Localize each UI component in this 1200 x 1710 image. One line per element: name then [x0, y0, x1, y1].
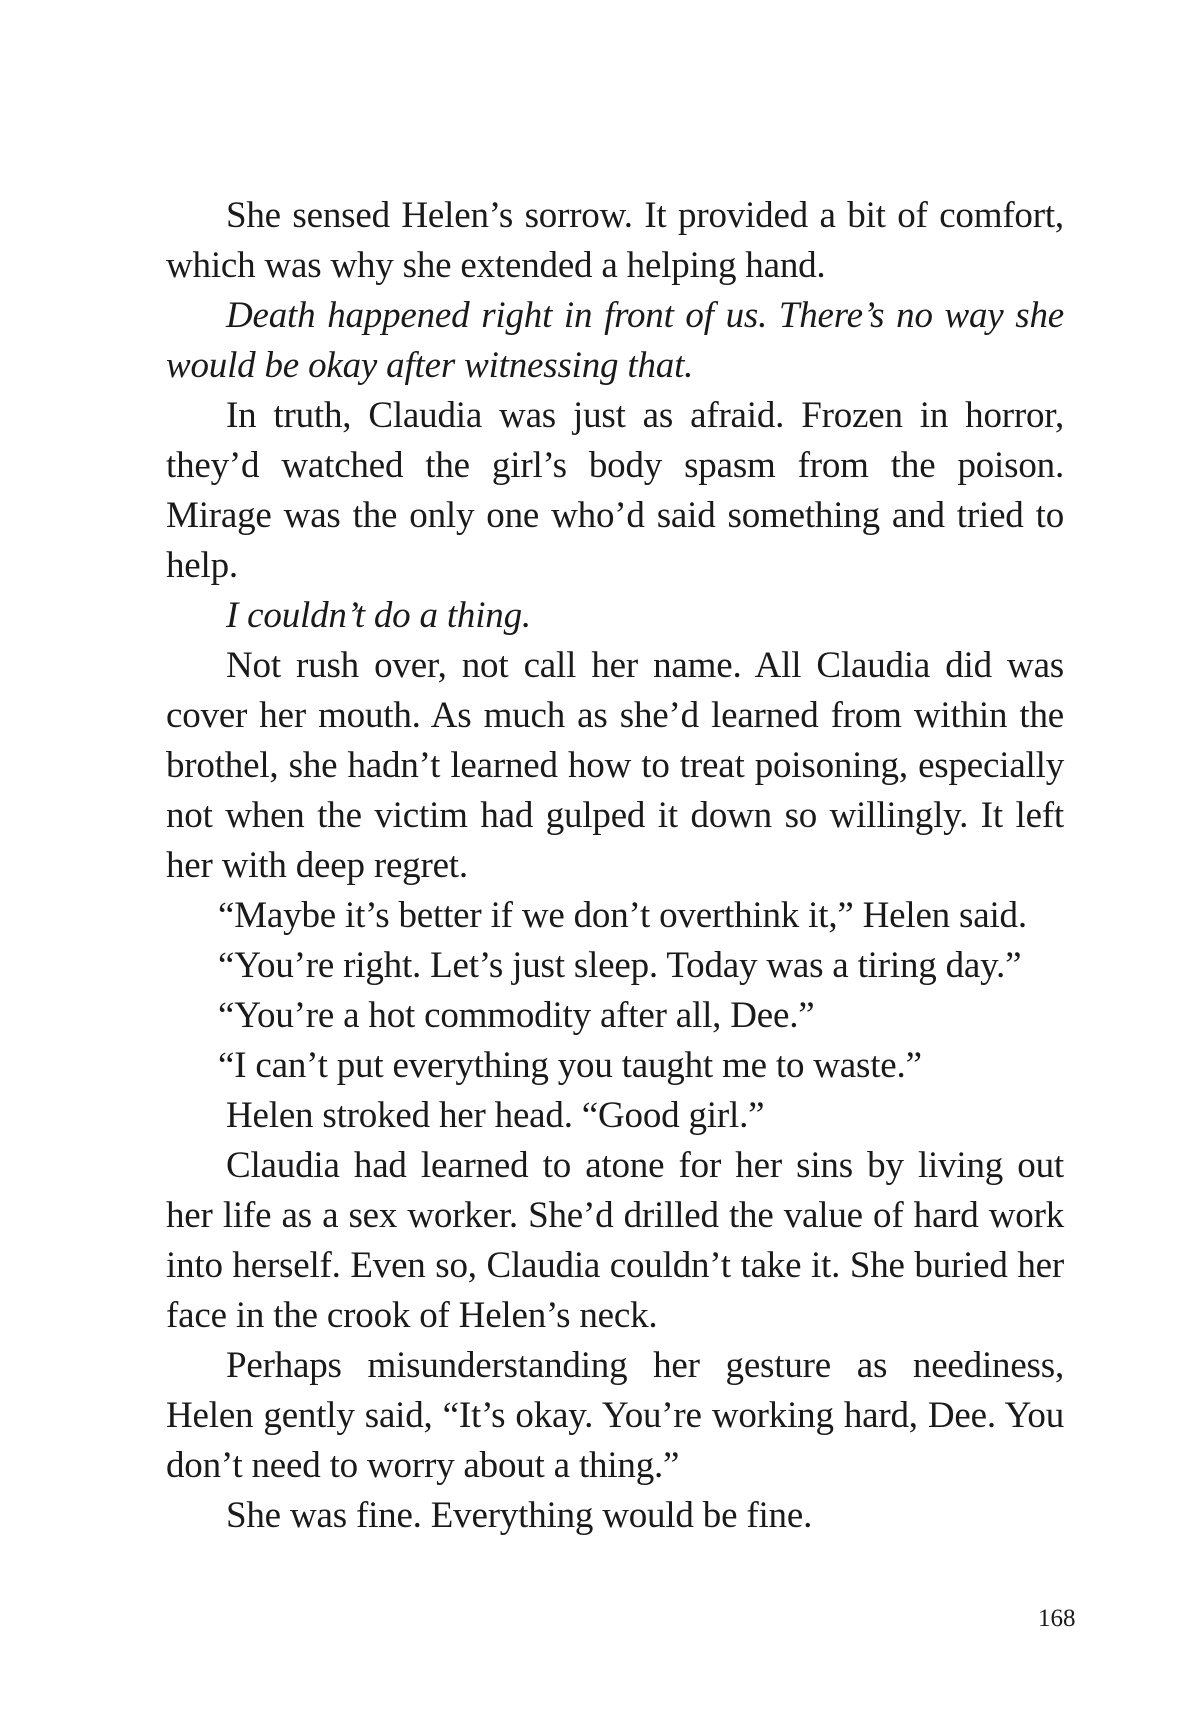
page-number: 168 — [1038, 1605, 1076, 1632]
paragraph-8-dialog: “You’re a hot commodity after all, Dee.” — [218, 995, 815, 1036]
paragraph-11: Claudia had learned to atone for her sins by living out her life as a sex worker. She’d drilled the value of hard work into herself. Even so, Claudia couldn’t take it. She buried her face in the crook of Helen’s neck. — [166, 1145, 1064, 1336]
paragraph-2-thought: Death happened right in front of us. There’s no way she would be okay after witnessing that. — [166, 295, 1064, 386]
paragraph-10: Helen stroked her head. “Good girl.” — [226, 1095, 765, 1136]
paragraph-3: In truth, Claudia was just as afraid. Frozen in horror, they’d watched the girl’s body spasm from the poison. Mirage was the only one who’d said something and tried to help. — [166, 395, 1064, 586]
paragraph-7-dialog: “You’re right. Let’s just sleep. Today was a tiring day.” — [218, 945, 1022, 986]
paragraph-13: She was fine. Everything would be fine. — [226, 1495, 813, 1536]
paragraph-9-dialog: “I can’t put everything you taught me to waste.” — [218, 1045, 922, 1086]
paragraph-12: Perhaps misunderstanding her gesture as neediness, Helen gently said, “It’s okay. You’re working hard, Dee. You don’t need to worry about a thing.” — [166, 1345, 1064, 1486]
body-text — [166, 191, 1064, 1541]
paragraph-6-dialog: “Maybe it’s better if we don’t overthink it,” Helen said. — [218, 895, 1027, 936]
paragraph-4-thought: I couldn’t do a thing. — [226, 595, 531, 636]
paragraph-1: She sensed Helen’s sorrow. It provided a bit of comfort, which was why she extended a helping hand. — [166, 195, 1064, 286]
paragraph-5: Not rush over, not call her name. All Claudia did was cover her mouth. As much as she’d learned from within the brothel, she hadn’t learned how to treat poisoning, especially not when the victim had gulped it down so willingly. It left her with deep regret. — [166, 645, 1064, 886]
